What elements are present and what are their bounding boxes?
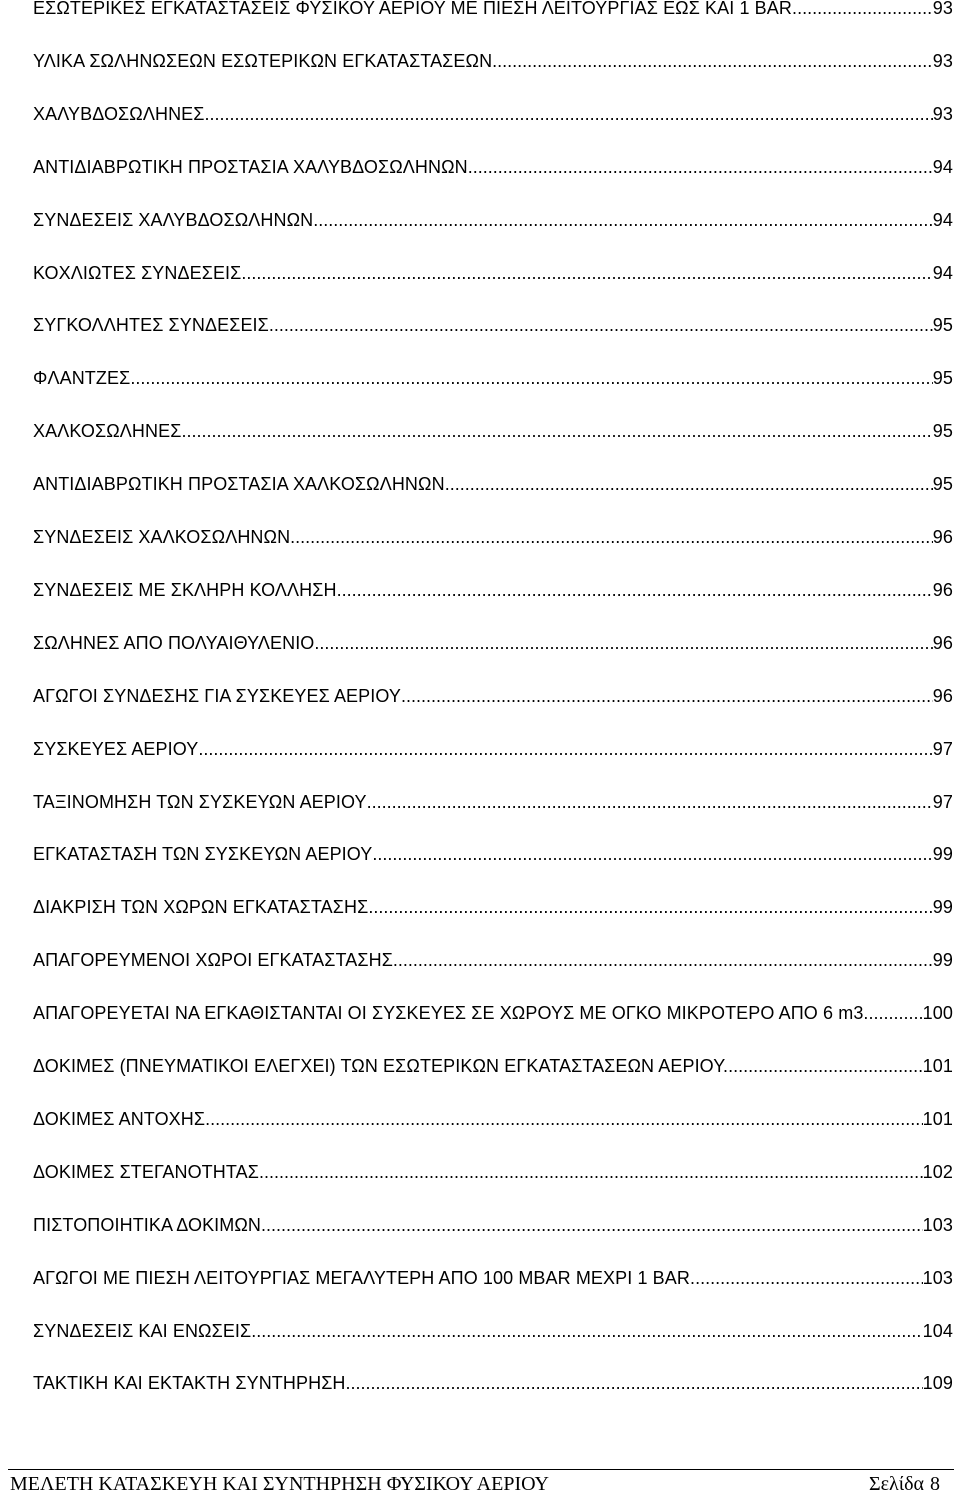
toc-entry[interactable] — [33, 524, 953, 550]
toc-entry-title: ΣΥΝΔΕΣΕΙΣ ΜΕ ΣΚΛΗΡΗ ΚΟΛΛΗΣΗ — [33, 579, 337, 600]
toc-entry[interactable] — [33, 630, 953, 656]
toc-dot-leader — [468, 154, 933, 180]
footer-title: ΜΕΛΕΤΗ ΚΑΤΑΣΚΕΥΗ ΚΑΙ ΣΥΝΤΗΡΗΣΗ ΦΥΣΙΚΟΥ ΑΕΡΙΟΥ — [10, 1473, 550, 1495]
toc-entry-page: 94 — [932, 209, 953, 230]
toc-dot-leader — [797, 0, 933, 21]
toc-dot-leader — [269, 312, 933, 338]
toc-entry-title: ΧΑΛΚΟΣΩΛΗΝΕΣ — [33, 421, 182, 442]
toc-entry-title: ΔΟΚΙΜΕΣ (ΠΝΕΥΜΑΤΙΚΟΙ ΕΛΕΓΧΕΙ) ΤΩΝ ΕΣΩΤΕΡΙΚΩΝ ΕΓΚΑΤΑΣΤΑΣΕΩΝ ΑΕΡΙΟΥ. — [33, 1056, 729, 1076]
toc-dot-leader — [313, 207, 933, 233]
toc-entry[interactable] — [33, 154, 953, 180]
toc-entry-page: 96 — [932, 527, 953, 547]
toc-entry-page: 103 — [922, 1214, 953, 1235]
toc-dot-leader — [251, 1318, 922, 1344]
toc-dot-leader — [445, 471, 933, 497]
toc-entry[interactable] — [33, 1053, 953, 1079]
toc-dot-leader — [368, 894, 932, 920]
toc-dot-leader — [372, 841, 932, 867]
toc-dot-leader — [401, 683, 933, 709]
toc-dot-leader — [869, 1000, 923, 1026]
toc-entry-page: 95 — [932, 315, 953, 336]
toc-entry[interactable] — [33, 947, 953, 973]
toc-entry-page: 100 — [922, 1003, 953, 1024]
toc-entry-title: ΑΠΑΓΟΡΕΥΜΕΝΟΙ ΧΩΡΟΙ ΕΓΚΑΤΑΣΤΑΣΗΣ — [33, 950, 393, 971]
toc-entry[interactable] — [33, 841, 953, 867]
toc-entry[interactable] — [33, 1159, 953, 1185]
toc-entry-page: 104 — [922, 1320, 953, 1341]
toc-dot-leader — [346, 1370, 923, 1396]
toc-entry-page: 96 — [932, 579, 953, 600]
toc-entry-title: ΑΝΤΙΔΙΑΒΡΩΤΙΚΗ ΠΡΟΣΤΑΣΙΑ ΧΑΛΚΟΣΩΛΗΝΩΝ — [33, 474, 445, 495]
toc-entry-title: ΔΟΚΙΜΕΣ ΑΝΤΟΧΗΣ — [33, 1108, 206, 1129]
toc-entry-page: 99 — [932, 844, 953, 865]
toc-entry-title: ΣΩΛΗΝΕΣ ΑΠΟ ΠΟΛΥΑΙΘΥΛΕΝΙΟ — [33, 632, 315, 653]
toc-entry[interactable] — [33, 1212, 953, 1238]
toc-entry-page: 95 — [932, 421, 953, 442]
toc-entry-title: ΣΥΣΚΕΥΕΣ ΑΕΡΙΟΥ — [33, 738, 199, 759]
toc-dot-leader — [198, 736, 932, 762]
toc-entry-page: 109 — [922, 1373, 953, 1394]
toc-entry-page: 96 — [932, 632, 953, 653]
toc-entry[interactable] — [33, 736, 953, 762]
toc-entry-page: 99 — [932, 897, 953, 918]
toc-entry-page: 93 — [932, 50, 953, 71]
toc-entry-title: ΤΑΚΤΙΚΗ ΚΑΙ ΕΚΤΑΚΤΗ ΣΥΝΤΗΡΗΣΗ — [33, 1373, 346, 1394]
toc-entry[interactable] — [33, 1106, 953, 1132]
toc-entry[interactable] — [33, 101, 953, 127]
toc-entry-title: ΣΥΝΔΕΣΕΙΣ ΚΑΙ ΕΝΩΣΕΙΣ — [33, 1320, 252, 1341]
toc-entry-page: 103 — [922, 1267, 953, 1288]
toc-entry-title: ΦΛΑΝΤΖΕΣ — [33, 368, 131, 389]
toc-entry[interactable] — [33, 312, 953, 338]
toc-entry-title: ΑΠΑΓΟΡΕΥΕΤΑΙ ΝΑ ΕΓΚΑΘΙΣΤΑΝΤΑΙ ΟΙ ΣΥΣΚΕΥΕΣ ΣΕ ΧΩΡΟΥΣ ΜΕ ΟΓΚΟ ΜΙΚΡΟΤΕΡΟ ΑΠΟ 6 m3. — [33, 1003, 869, 1024]
toc-entry-title: ΣΥΓΚΟΛΛΗΤΕΣ ΣΥΝΔΕΣΕΙΣ — [33, 315, 269, 336]
toc-entry-page: 94 — [932, 156, 953, 177]
toc-entry-title: ΑΝΤΙΔΙΑΒΡΩΤΙΚΗ ΠΡΟΣΤΑΣΙΑ ΧΑΛΥΒΔΟΣΩΛΗΝΩΝ — [33, 156, 468, 177]
toc-dot-leader — [261, 1212, 923, 1238]
toc-entry[interactable] — [33, 260, 953, 286]
toc-entry-page: 97 — [932, 738, 953, 759]
toc-entry[interactable] — [33, 1265, 953, 1291]
toc-entry-title: ΑΓΩΓΟΙ ΣΥΝΔΕΣΗΣ ΓΙΑ ΣΥΣΚΕΥΕΣ ΑΕΡΙΟΥ — [33, 685, 401, 706]
toc-entry[interactable] — [33, 48, 953, 74]
toc-entry-title: ΕΣΩΤΕΡΙΚΕΣ ΕΓΚΑΤΑΣΤΑΣΕΙΣ ΦΥΣΙΚΟΥ ΑΕΡΙΟΥ ΜΕ ΠΙΕΣΗ ΛΕΙΤΟΥΡΓΙΑΣ ΕΩΣ ΚΑΙ 1 BAR. — [33, 0, 798, 18]
toc-entry-title: ΣΥΝΔΕΣΕΙΣ ΧΑΛΥΒΔΟΣΩΛΗΝΩΝ — [33, 209, 314, 230]
toc-dot-leader — [205, 1106, 923, 1132]
toc-entry-page: 101 — [922, 1108, 953, 1129]
footer-rule — [8, 1469, 954, 1470]
toc-entry-page: 93 — [932, 103, 953, 124]
toc-entry-title: ΔΟΚΙΜΕΣ ΣΤΕΓΑΝΟΤΗΤΑΣ — [33, 1161, 259, 1182]
page-footer — [10, 1472, 940, 1496]
toc-entry-page: 99 — [932, 950, 953, 971]
toc-entry-page: 96 — [932, 685, 953, 706]
toc-entry-page: 95 — [932, 474, 953, 495]
toc-dot-leader — [241, 260, 932, 286]
toc-dot-leader — [290, 524, 933, 550]
toc-entry[interactable] — [33, 683, 953, 709]
toc-entry-title: ΑΓΩΓΟΙ ΜΕ ΠΙΕΣΗ ΛΕΙΤΟΥΡΓΙΑΣ ΜΕΓΑΛΥΤΕΡΗ ΑΠΟ 100 MBAR ΜΕΧΡΙ 1 BAR. — [33, 1267, 696, 1288]
toc-dot-leader — [695, 1265, 923, 1291]
toc-dot-leader — [492, 48, 933, 74]
toc-entry[interactable] — [33, 207, 953, 233]
toc-entry-title: ΧΑΛΥΒΔΟΣΩΛΗΝΕΣ — [33, 103, 205, 124]
toc-entry-page: 101 — [922, 1056, 953, 1076]
toc-dot-leader — [205, 101, 933, 127]
toc-entry[interactable] — [33, 894, 953, 920]
toc-entry[interactable] — [33, 365, 953, 391]
footer-page-label: Σελίδα — [868, 1473, 924, 1495]
toc-dot-leader — [367, 789, 933, 815]
toc-dot-leader — [337, 577, 933, 603]
toc-entry-page: 93 — [932, 0, 953, 18]
toc-entry-title: ΣΥΝΔΕΣΕΙΣ ΧΑΛΚΟΣΩΛΗΝΩΝ — [33, 527, 291, 547]
toc-entry-page: 102 — [922, 1161, 953, 1182]
toc-entry[interactable] — [33, 471, 953, 497]
toc-entry[interactable] — [33, 1000, 953, 1026]
toc-dot-leader — [181, 418, 932, 444]
toc-entry-title: ΔΙΑΚΡΙΣΗ ΤΩΝ ΧΩΡΩΝ ΕΓΚΑΤΑΣΤΑΣΗΣ — [33, 897, 369, 918]
toc-entry[interactable] — [33, 577, 953, 603]
toc-entry-title: ΠΙΣΤΟΠΟΙΗΤΙΚΑ ΔΟΚΙΜΩΝ — [33, 1214, 262, 1235]
footer-page-indicator — [869, 1472, 940, 1496]
toc-entry[interactable] — [33, 0, 953, 21]
toc-entry-page: 97 — [932, 791, 953, 812]
toc-entry-page: 95 — [932, 368, 953, 389]
toc-entry[interactable] — [33, 1370, 953, 1396]
toc-dot-leader — [314, 630, 932, 656]
toc-dot-leader — [130, 365, 932, 391]
toc-dot-leader — [728, 1053, 923, 1079]
toc-entry-title: ΚΟΧΛΙΩΤΕΣ ΣΥΝΔΕΣΕΙΣ — [33, 262, 242, 283]
toc-entry-page: 94 — [932, 262, 953, 283]
footer-page-number: 8 — [930, 1473, 940, 1495]
toc-dot-leader — [259, 1159, 923, 1185]
toc-dot-leader — [393, 947, 933, 973]
toc-entry[interactable] — [33, 1318, 953, 1344]
toc-entry-title: ΤΑΞΙΝΟΜΗΣΗ ΤΩΝ ΣΥΣΚΕΥΩΝ ΑΕΡΙΟΥ — [33, 791, 367, 812]
toc-entry[interactable] — [33, 418, 953, 444]
toc-entry-title: ΕΓΚΑΤΑΣΤΑΣΗ ΤΩΝ ΣΥΣΚΕΥΩΝ ΑΕΡΙΟΥ — [33, 844, 373, 865]
toc-entry[interactable] — [33, 789, 953, 815]
toc-entry-title: ΥΛΙΚΑ ΣΩΛΗΝΩΣΕΩΝ ΕΣΩΤΕΡΙΚΩΝ ΕΓΚΑΤΑΣΤΑΣΕΩΝ — [33, 50, 493, 71]
